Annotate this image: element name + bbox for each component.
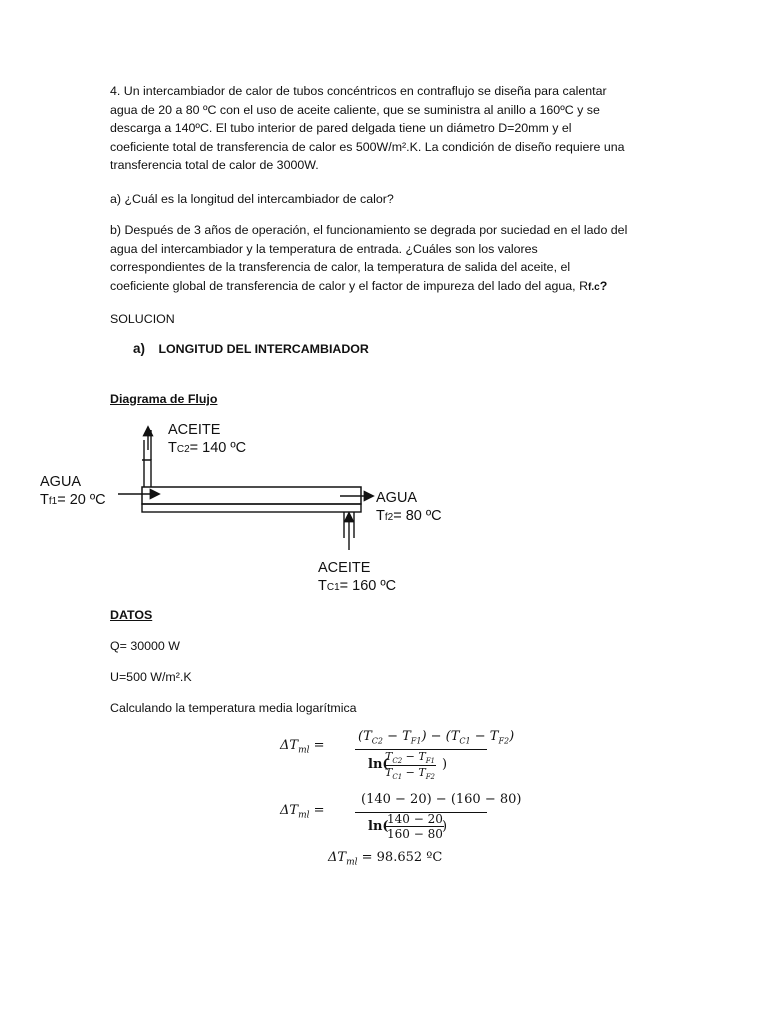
lmtd-value: = 98.652 ºC [361, 850, 443, 865]
formula-ln: ln( [368, 757, 389, 772]
document-page: 4. Un intercambiador de calor de tubos concéntricos en contraflujo se diseña para calentar agua de 20 a 80 ºC con el uso de aceite caliente, que se suministra al anillo a 160ºC y se descarga a 140ºC. El tubo interior de pared delgada tiene un diámetro D=20mm y el coeficiente total de transferencia de calor es 500W/m².K. La condición de diseño requiere una transferencia total de calor de 3000W. a) ¿Cuál es la longitud del intercambiador de calor? b) Después de 3 años de operación, el funcionamiento se degrada por suciedad en el lado del agua del intercambiador y la temperatura de entrada. ¿Cuáles son los valores correspondientes de la transferencia de calor, la temperatura de salida del aceite, el coeficiente global de transferencia de calor y el factor de impureza del lado del agua, Rf.c? SOLUCION a) LONGITUD DEL INTERCAMBIADOR Diagrama de Flujo ACEITE TC2= 140 ºC AGUA Tf1= 20 ºC AGUA Tf2= 80 ºC ACEITE TC1= 160 ºC DATOS Q= 30000 W U=500 W/m².K Calculando la temperatura media logarítmica $\Delta T_{ml}$ = $(T_{C2} - T_{F1}) - (T_{C1} - T_{F2})$ ln( $T_{C2} - T_{F1}$ $T_{C1} - T_{F2}$ ) $\Delta T_{ml}$ = (140 − 20) − (160 − 80) ln( 140 − 20 160 − 80 ) $\Delta T_{ml} = 98.652$ ºC [0, 0, 768, 1024]
oil-in-label: ACEITE TC1= 160 ºC [318, 560, 397, 594]
inner-tube [142, 487, 361, 504]
formula-lhs: $\Delta T_{ml}$ = [280, 738, 325, 756]
water-out-name: AGUA [376, 490, 418, 506]
question-a: a) ¿Cuál es la longitud del intercambiador de calor? [110, 192, 394, 206]
formula-numerator: $(T_{C2} - T_{F1}) - (T_{C1} - T_{F2})$ [358, 729, 515, 746]
overall-coefficient: U=500 W/m².K [110, 670, 192, 684]
solution-label: SOLUCION [110, 312, 175, 326]
question-end: ? [599, 278, 608, 293]
section-a-marker: a) [133, 341, 146, 356]
problem-line: descarga a 140ºC. El tubo interior de pared delgada tiene un diámetro D=20mm y el [110, 121, 572, 136]
oil-out-label: ACEITE TC2= 140 ºC [168, 422, 247, 456]
oil-in-temp: = 160 ºC [339, 578, 397, 594]
water-in-name: AGUA [40, 474, 82, 490]
formula-inner-fraction: $T_{C2} - T_{F1}$ $T_{C1} - T_{F2}$ [385, 750, 436, 782]
problem-line: transferencia total de calor de 3000W. [110, 158, 319, 173]
oil-in-name: ACEITE [318, 560, 371, 576]
water-in-label: AGUA Tf1= 20 ºC [40, 474, 106, 508]
water-in-temp: = 20 ºC [57, 492, 106, 508]
diagram-heading: Diagrama de Flujo [110, 392, 218, 406]
fouling-subscript: f.c [588, 281, 600, 293]
problem-line: 4. Un intercambiador de calor de tubos concéntricos en contraflujo se diseña para calentar [110, 84, 607, 98]
water-out-label: AGUA Tf2= 80 ºC [376, 490, 442, 524]
problem-line: coeficiente total de transferencia de calor es 500W/m².K. La condición de diseño requiere una [110, 139, 625, 154]
question-b-line: b) Después de 3 años de operación, el funcionamiento se degrada por suciedad en el lado del [110, 223, 628, 237]
section-a-title: LONGITUD DEL INTERCAMBIADOR [158, 342, 369, 356]
formula2-ln: ln( [368, 819, 389, 834]
lmtd-result: $\Delta T_{ml} = 98.652$ ºC [328, 850, 443, 868]
outer-annulus [142, 504, 361, 512]
datos-heading: DATOS [110, 608, 153, 622]
lmtd-intro: Calculando la temperatura media logarítmica [110, 701, 357, 715]
question-b-line: coeficiente global de transferencia de calor y el factor de impureza del lado del agua, R [110, 278, 589, 293]
formula2-inner-fraction: 140 − 20 160 − 80 [387, 812, 443, 841]
oil-out-temp: = 140 ºC [189, 440, 247, 456]
oil-out-name: ACEITE [168, 422, 221, 438]
question-b-line: agua del intercambiador y la temperatura de entrada. ¿Cuáles son los valores [110, 241, 538, 256]
water-out-temp: = 80 ºC [393, 508, 442, 524]
formula2-lhs: $\Delta T_{ml}$ = [280, 803, 325, 821]
question-b-line: correspondientes de la transferencia de calor, la temperatura de salida del aceite, el [110, 260, 571, 275]
problem-line: agua de 20 a 80 ºC con el uso de aceite caliente, que se suministra al anillo a 160ºC y se [110, 102, 600, 117]
formula2-numerator: (140 − 20) − (160 − 80) [361, 792, 522, 807]
heat-rate: Q= 30000 W [110, 639, 180, 653]
